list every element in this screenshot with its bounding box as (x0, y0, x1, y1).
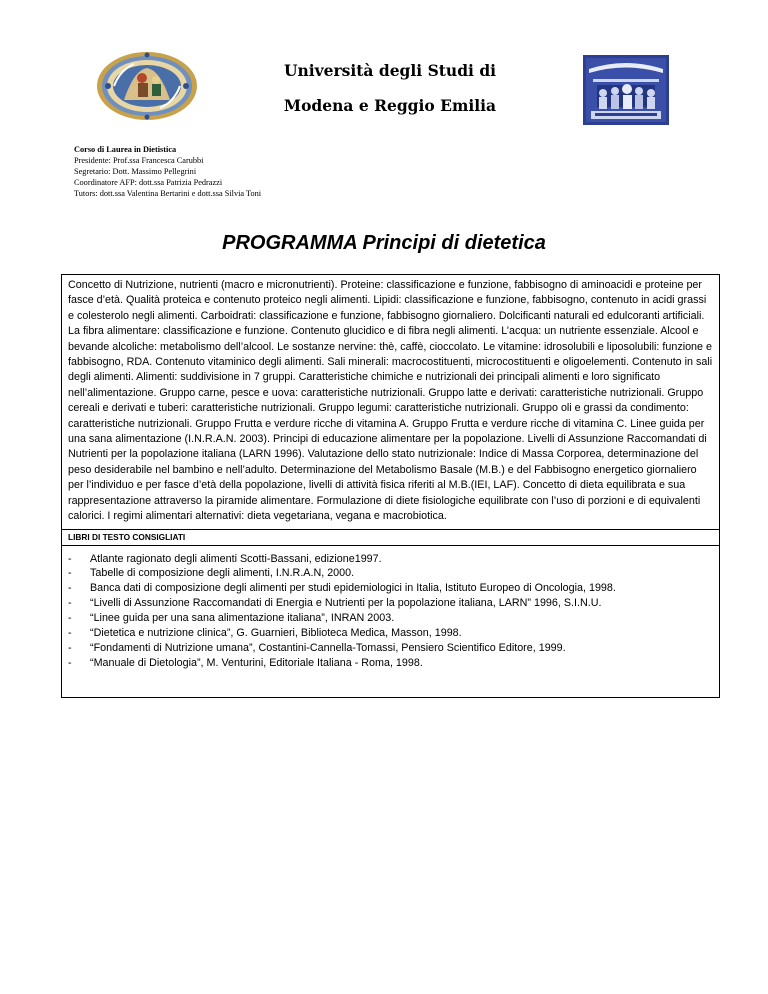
program-table (61, 274, 720, 698)
program-content: Concetto di Nutrizione, nutrienti (macro e micronutrienti). Proteine: classificazione e funzione, fabbisogno di aminoacidi e proteine per fasce d’età. Qualità proteica e contenuto proteico negli alimenti. Lipidi: classificazione e funzione, fabbisogno, contenuto in acidi grassi e colesterolo negli alimenti. Carboidrati: classificazione e funzione, fabbisogno giornaliero. Dolcificanti naturali ed edulcoranti artificiali. La fibra alimentare: classificazione e funzione. Contenuto glucidico e di fibra negli alimenti. L’acqua: un nutriente essenziale. Alcool e bevande alcoliche: metabolismo dell’alcool. Le sostanze nervine: thè, caffè, cioccolato. Le vitamine: idrosolubili e liposolubili: funzione e fabbisogno, RDA. Contenuto vitaminico degli alimenti. Sali minerali: macrocostituenti, microcostituenti e oligoelementi. Contenuto in sali degli alimenti. Alimenti: suddivisione in 7 gruppi. Caratteristiche chimiche e nutrizionali dei principali alimenti e loro significato nell’alimentazione. Gruppo carne, pesce e uova: caratteristiche nutrizionali. Gruppo latte e derivati: caratteristiche nutrizionali. Gruppo cereali e derivati e tuberi: caratteristiche nutrizionali. Gruppo legumi: caratteristiche nutrizionali. Gruppo oli e grassi da condimento: caratteristiche nutrizionali. Gruppo Frutta e verdure ricche di vitamina A. Gruppo Frutta e verdure ricche di vitamina C. Linee guida per una sana alimentazione (I.N.R.A.N. 2003). Principi di educazione alimentare per la popolazione. Livelli di Assunzione Raccomandati di Nutrienti per la popolazione italiana (LARN 1996). Valutazione dello stato nutrizionale: Indice di Massa Corporea, determinazione del peso desiderabile nel bambino e nell’adulto. Determinazione del Metabolismo Basale (M.B.) e del Fabbisogno energetico giornaliero per l’individuo e per fasce d’età della popolazione, livelli di attività fisica riferiti al M.B.(IEI, LAF). Concetto di dieta equilibrata e sua rappresentazione attraverso la piramide alimentare. Formulazione di diete fisiologiche equilibrate con l’uso di porzioni e di equivalenti calorici. I regimi alimentari alternativi: dieta vegetariana, vegana e macrobiotica. (62, 275, 719, 530)
historical-engraving-logo (583, 55, 669, 125)
books-section-header: LIBRI DI TESTO CONSIGLIATI (62, 530, 719, 546)
book-title: Atlante ragionato degli alimenti Scotti-Bassani, edizione1997. (90, 552, 382, 565)
president: Presidente: Prof.ssa Francesca Carubbi (74, 156, 204, 165)
book-title: “Linee guida per una sana alimentazione italiana”, INRAN 2003. (90, 612, 395, 625)
list-item (68, 596, 714, 611)
course-name: Corso di Laurea in Dietistica (74, 145, 177, 154)
bullet-dash: - (68, 582, 72, 595)
list-item (68, 611, 714, 626)
list-item (68, 626, 714, 641)
university-name-line2: Modena e Reggio Emilia (283, 96, 497, 115)
bullet-dash: - (68, 656, 72, 669)
page-title: PROGRAMMA Principi di dietetica (222, 232, 546, 254)
book-title: “Livelli di Assunzione Raccomandati di Energia e Nutrienti per la popolazione italiana, LARN” 1996, S.I.N.U. (90, 597, 602, 610)
university-seal-icon (94, 50, 200, 122)
bullet-dash: - (68, 612, 72, 625)
bullet-dash: - (68, 552, 72, 565)
list-item (68, 656, 714, 671)
list-item (68, 581, 714, 596)
university-name-line1: Università degli Studi di (283, 61, 497, 80)
bullet-dash: - (68, 567, 72, 580)
secretary: Segretario: Dott. Massimo Pellegrini (74, 167, 197, 176)
tutors: Tutors: dott.ssa Valentina Bertarini e dott.ssa Silvia Toni (74, 189, 262, 198)
books-list (62, 546, 719, 697)
coordinator: Coordinatore AFP: dott.ssa Patrizia Pedrazzi (74, 178, 223, 187)
course-staff-block (74, 144, 261, 199)
book-title: Banca dati di composizione degli alimenti per studi epidemiologici in Italia, Istituto Europeo di Oncologia, 1998. (90, 582, 616, 595)
list-item (68, 566, 714, 581)
book-title: “Fondamenti di Nutrizione umana”, Costantini-Cannella-Tomassi, Pensiero Scientifico Editore, 1999. (90, 641, 566, 654)
bullet-dash: - (68, 641, 72, 654)
book-title: Tabelle di composizione degli alimenti, I.N.R.A.N, 2000. (90, 567, 355, 580)
book-title: “Dietetica e nutrizione clinica”, G. Guarnieri, Biblioteca Medica, Masson, 1998. (90, 627, 462, 640)
list-item (68, 641, 714, 656)
bullet-dash: - (68, 597, 72, 610)
bullet-dash: - (68, 627, 72, 640)
book-title: “Manuale di Dietologia”, M. Venturini, Editoriale Italiana - Roma, 1998. (90, 656, 423, 669)
list-item (68, 552, 714, 567)
